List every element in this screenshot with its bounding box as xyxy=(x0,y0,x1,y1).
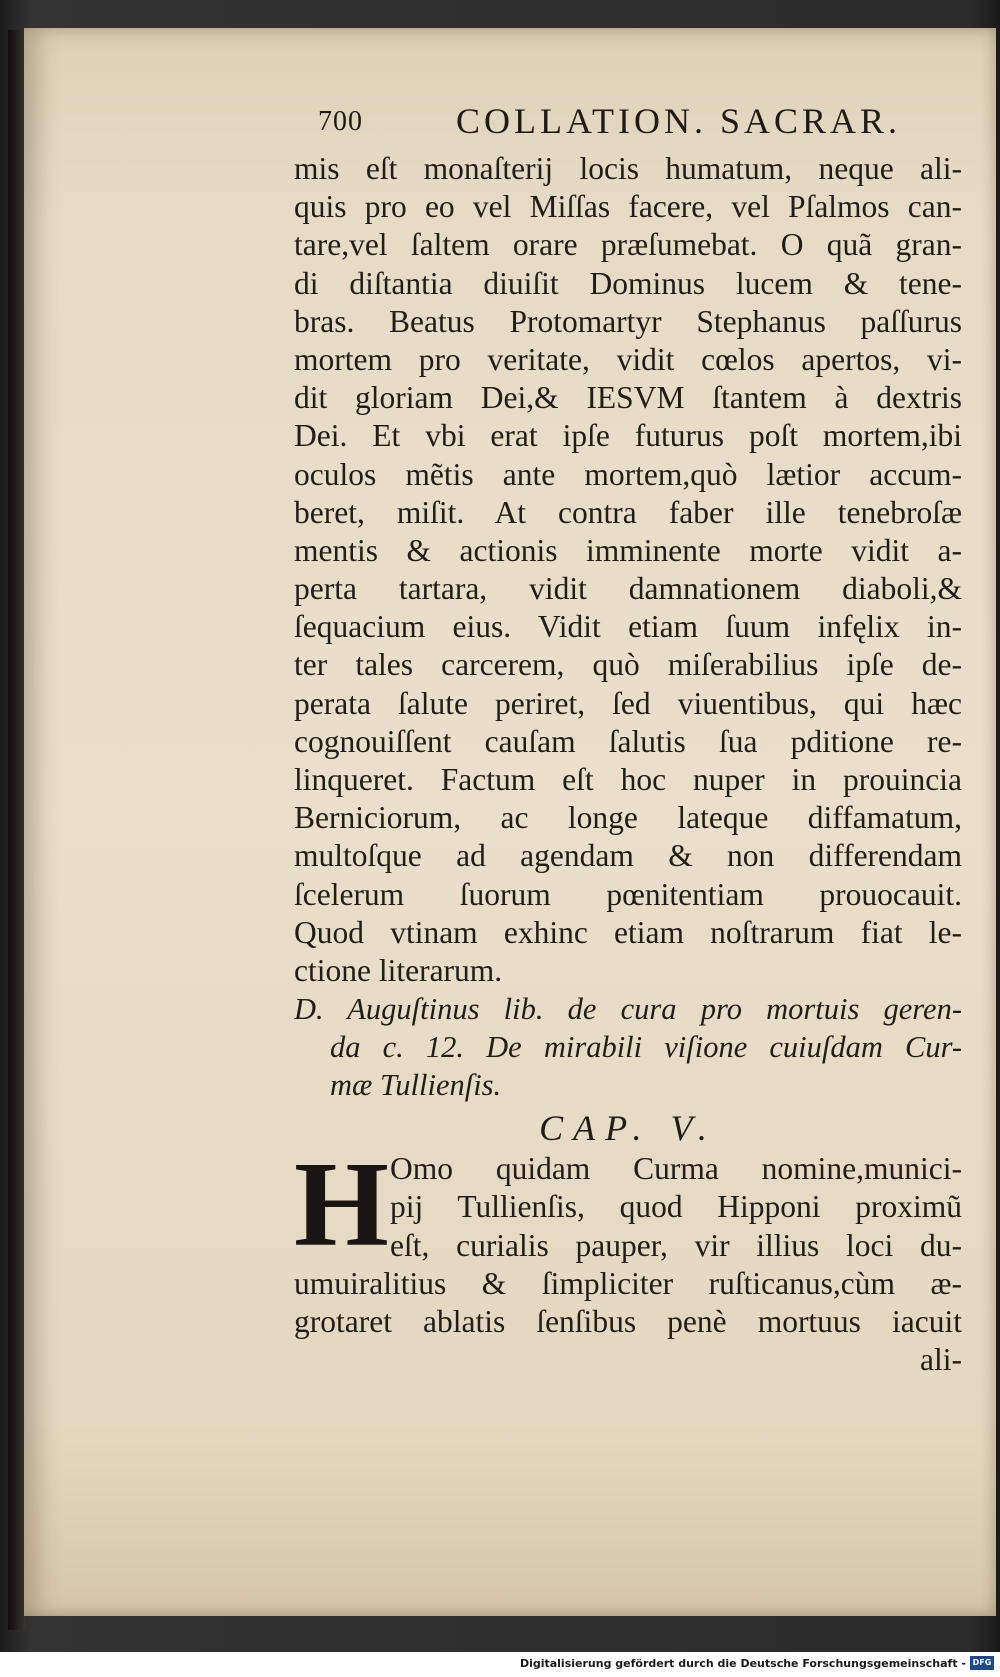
chapter-heading: CAP. V. xyxy=(539,1108,717,1149)
paragraph-main xyxy=(294,150,962,990)
rubric-line: D. Auguſtinus lib. de cura pro mortuis geren- xyxy=(294,992,962,1027)
text-line: mis eſt monaſterij locis humatum, neque ali- xyxy=(294,151,962,186)
digitization-footer xyxy=(0,1652,1000,1677)
text-line: perta tartara, vidit damnationem diaboli,& xyxy=(294,571,962,607)
main-text-block xyxy=(294,150,962,1379)
rubric-line: da c. 12. De mirabili viſione cuiuſdam Cur- xyxy=(330,1030,962,1065)
text-line: perata ſalute periret, ſed viuentibus, qui hæc xyxy=(294,685,962,721)
text-line: dit gloriam Dei,& IESVM ſtantem à dextris xyxy=(294,380,962,416)
text-line: ctione literarum. xyxy=(294,952,503,988)
text-line: bras. Beatus Protomartyr Stephanus paſſurus xyxy=(294,303,962,339)
text-line: ſcelerum ſuorum pœnitentiam prouocauit. xyxy=(294,876,962,912)
drop-initial: H xyxy=(294,1137,389,1273)
text-line: ſequacium eius. Vidit etiam ſuum infęlix in- xyxy=(294,609,962,645)
dfg-logo: DFG xyxy=(970,1656,994,1670)
text-line: linqueret. Factum eſt hoc nuper in prouincia xyxy=(294,762,962,797)
running-title: COLLATION. SACRAR. xyxy=(456,101,902,141)
funding-credit: Digitalisierung gefördert durch die Deutsche Forschungsgemeinschaft - xyxy=(519,1657,966,1670)
chapter-rubric xyxy=(294,990,962,1104)
text-line: Quod vtinam exhinc etiam noſtrarum fiat le- xyxy=(294,914,962,950)
catchword: ali- xyxy=(920,1342,962,1378)
text-line: cognouiſſent cauſam ſalutis ſua pditione re- xyxy=(294,723,962,759)
text-line: eſt, curialis pauper, vir illius loci du- xyxy=(390,1227,962,1263)
text-line: beret, miſit. At contra faber ille tenebroſæ xyxy=(294,494,962,530)
text-line: quis pro eo vel Miſſas facere, vel Pſalmos can- xyxy=(294,189,962,225)
text-line: mortem pro veritate, vidit cœlos apertos, vi- xyxy=(294,341,962,377)
text-line: Berniciorum, ac longe lateque diffamatum, xyxy=(294,800,962,836)
chapter-paragraph xyxy=(294,1137,962,1379)
text-line: multoſque ad agendam & non differendam xyxy=(294,838,962,874)
page-number: 700 xyxy=(318,106,363,137)
text-line: grotaret ablatis ſenſibus penè mortuus iacuit xyxy=(294,1303,962,1339)
text-line: mentis & actionis imminente morte vidit a- xyxy=(294,532,962,568)
text-line: ter tales carcerem, quò miſerabilius ipſe de- xyxy=(294,647,962,683)
text-line: Dei. Et vbi erat ipſe futurus poſt mortem,ibi xyxy=(294,418,962,454)
running-header xyxy=(290,76,950,140)
rubric-line: mæ Tullienſis. xyxy=(330,1068,502,1103)
text-line: tare,vel ſaltem orare præſumebat. O quã gran- xyxy=(294,227,962,263)
text-line: di diſtantia diuiſit Dominus lucem & tene- xyxy=(294,265,962,301)
text-line: pij Tullienſis, quod Hipponi proximũ xyxy=(390,1189,962,1225)
text-line: Omo quidam Curma nomine,munici- xyxy=(390,1151,962,1187)
text-line: umuiralitius & ſimpliciter ruſticanus,cùm æ- xyxy=(294,1265,962,1301)
text-line: oculos mẽtis ante mortem,quò lætior accum- xyxy=(294,456,962,492)
